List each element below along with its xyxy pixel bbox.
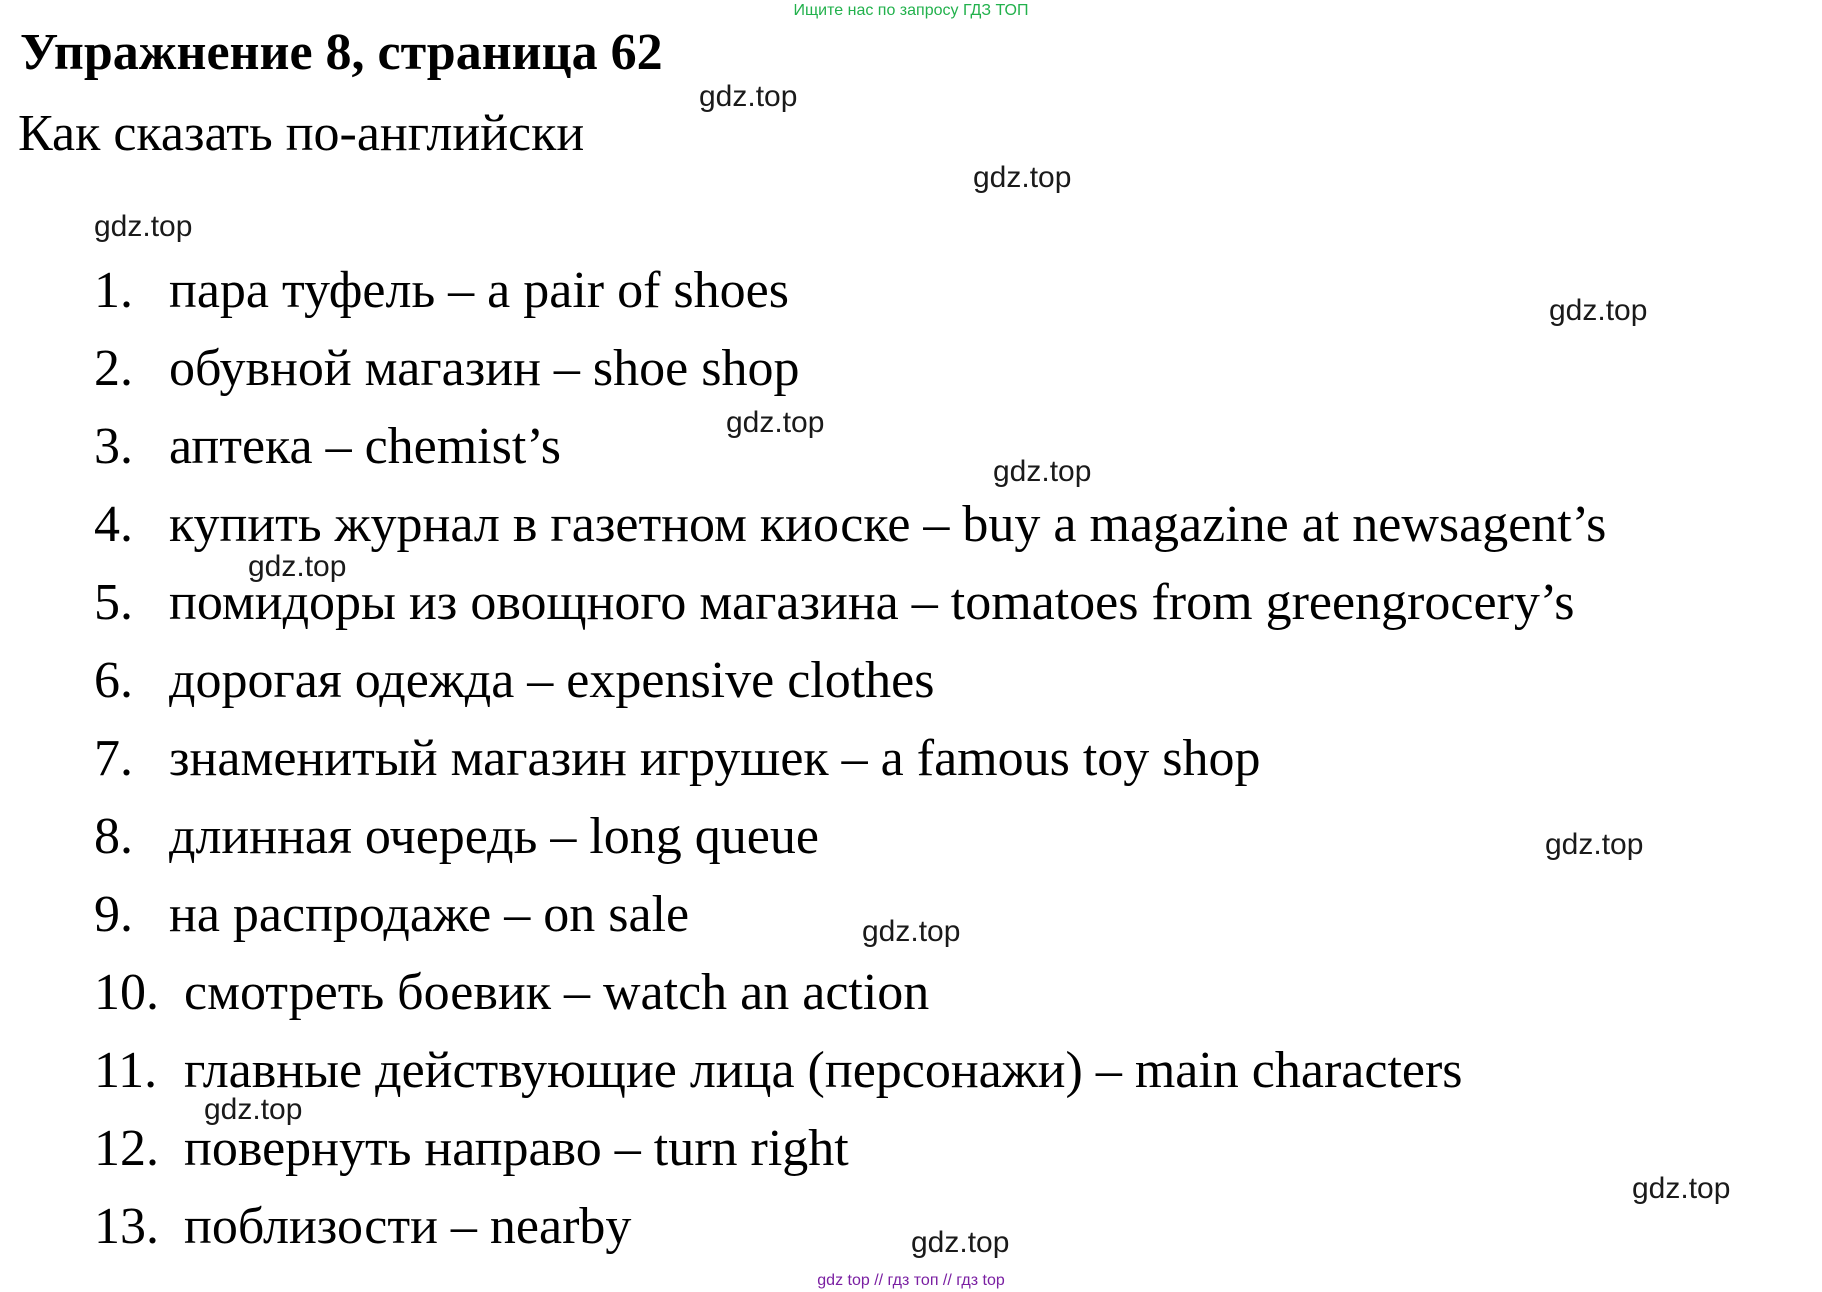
- item-text: аптека – chemist’s: [169, 418, 562, 475]
- item-number: 8.: [94, 808, 133, 865]
- item-text: помидоры из овощного магазина – tomatoes from greengrocery’s: [169, 574, 1575, 631]
- list-item: [94, 1042, 1463, 1099]
- item-number: 4.: [94, 496, 133, 553]
- item-number: 2.: [94, 340, 133, 397]
- item-text: на распродаже – on sale: [169, 886, 690, 943]
- list-item: [94, 340, 799, 397]
- watermark: gdz.top: [204, 1093, 303, 1126]
- watermark: gdz.top: [1545, 828, 1644, 861]
- watermark: gdz.top: [248, 550, 347, 583]
- watermark: gdz.top: [1632, 1172, 1731, 1205]
- item-number: 7.: [94, 730, 133, 787]
- watermark: gdz.top: [699, 80, 798, 113]
- list-item: [94, 262, 789, 319]
- top-banner: Ищите нас по запросу ГДЗ ТОП: [793, 2, 1029, 19]
- item-number: 9.: [94, 886, 133, 943]
- item-number: 12.: [94, 1120, 159, 1177]
- watermark: gdz.top: [911, 1226, 1010, 1259]
- item-text: главные действующие лица (персонажи) – main characters: [184, 1042, 1463, 1099]
- item-text: поблизости – nearby: [184, 1198, 632, 1255]
- item-text: пара туфель – a pair of shoes: [169, 262, 789, 319]
- footer-links: gdz top // гдз топ // гдз top: [817, 1272, 1005, 1289]
- item-number: 6.: [94, 652, 133, 709]
- watermark: gdz.top: [94, 210, 193, 243]
- list-item: [94, 496, 1606, 553]
- item-number: 1.: [94, 262, 133, 319]
- list-item: [94, 418, 561, 475]
- item-number: 13.: [94, 1198, 159, 1255]
- item-text: купить журнал в газетном киоске – buy a magazine at newsagent’s: [169, 496, 1607, 553]
- list-item: [94, 964, 929, 1021]
- item-text: обувной магазин – shoe shop: [169, 340, 800, 397]
- item-text: повернуть направо – turn right: [184, 1120, 849, 1177]
- item-text: смотреть боевик – watch an action: [184, 964, 930, 1021]
- item-number: 10.: [94, 964, 159, 1021]
- list-item: [94, 808, 819, 865]
- item-text: дорогая одежда – expensive clothes: [169, 652, 935, 709]
- page-subtitle: Как сказать по-английски: [18, 105, 585, 162]
- list-item: [94, 1120, 849, 1177]
- item-number: 5.: [94, 574, 133, 631]
- item-text: длинная очередь – long queue: [169, 808, 819, 865]
- watermark: gdz.top: [993, 455, 1092, 488]
- item-number: 11.: [94, 1042, 158, 1099]
- item-text: знаменитый магазин игрушек – a famous toy shop: [169, 730, 1261, 787]
- watermark: gdz.top: [973, 161, 1072, 194]
- list-item: [94, 652, 935, 709]
- watermark: gdz.top: [1549, 294, 1648, 327]
- list-item: [94, 730, 1261, 787]
- watermark: gdz.top: [862, 915, 961, 948]
- item-number: 3.: [94, 418, 133, 475]
- watermark: gdz.top: [726, 406, 825, 439]
- page-title: Упражнение 8, страница 62: [20, 24, 663, 81]
- list-item: [94, 886, 689, 943]
- list-item: [94, 1198, 631, 1255]
